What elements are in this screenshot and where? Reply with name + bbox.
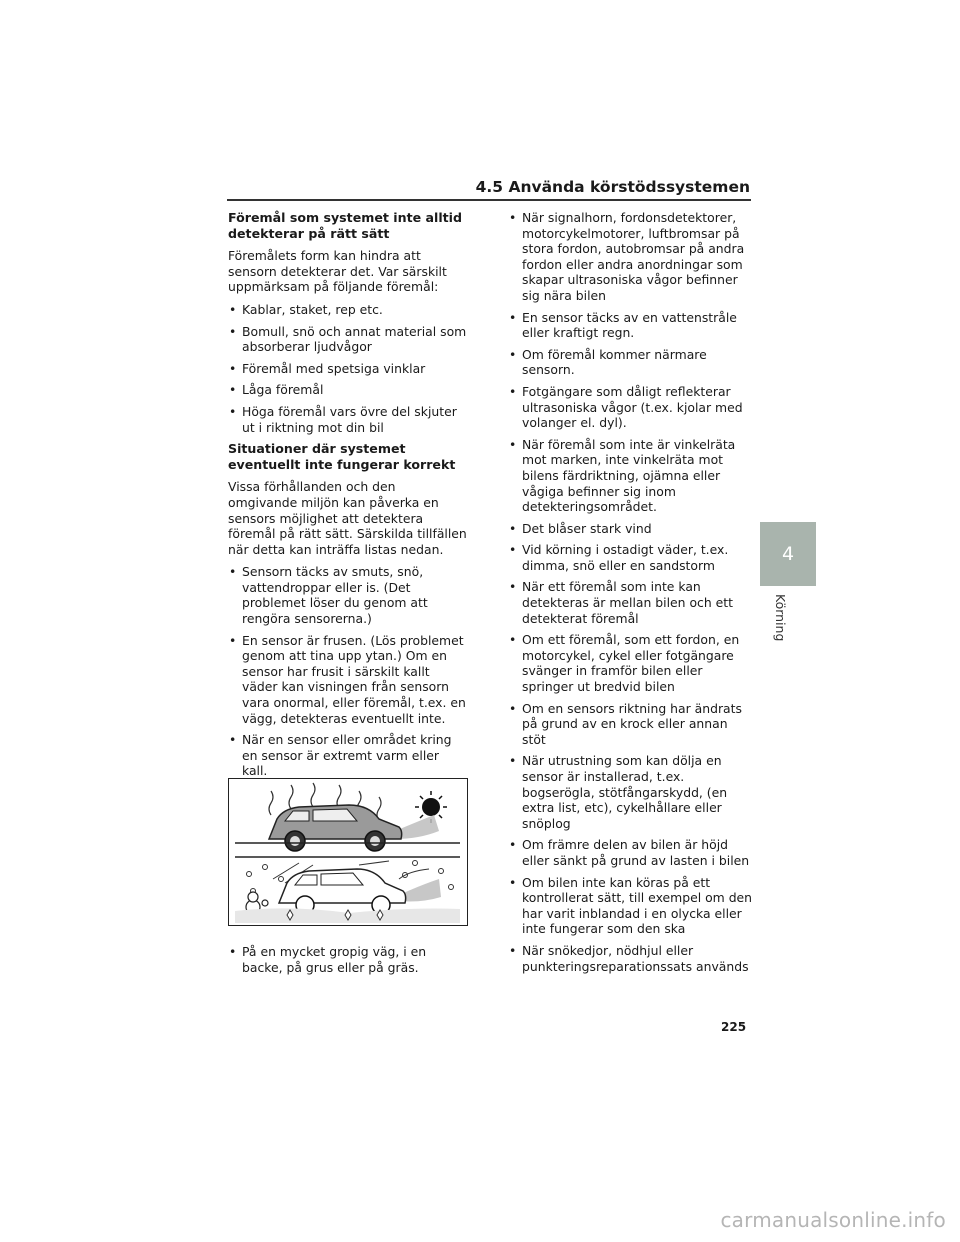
list-item: • En sensor är frusen. (Lös problemet genom att tina upp ytan.) Om en sensor har frusit i särskilt kallt väder kan visningen från sensorn vara onormal, eller föremål, t.ex. en vägg, detekteras eventuellt inte.	[228, 633, 468, 727]
list-item: • Höga föremål vars övre del skjuter ut i riktning mot din bil	[228, 404, 468, 435]
list-item: • När signalhorn, fordonsdetektorer, motorcykelmotorer, luftbromsar på stora fordon, autobromsar på andra fordon eller andra anordningar som skapar ultrasoniska vågor befinner sig nära bilen	[508, 210, 753, 304]
list-item: • Om föremål kommer närmare sensorn.	[508, 347, 753, 378]
right-column	[508, 210, 753, 980]
list-item: • Om ett föremål, som ett fordon, en motorcykel, cykel eller fotgängare svänger in framför bilen eller springer ut bredvid bilen	[508, 632, 753, 694]
watermark: carmanualsonline.info	[720, 1208, 946, 1232]
left-column-bottom	[228, 944, 468, 981]
list-item: • Föremål med spetsiga vinklar	[228, 361, 468, 377]
list-item: • Låga föremål	[228, 382, 468, 398]
chapter-tab	[760, 522, 816, 586]
heading-undetected-objects: Föremål som systemet inte alltid detekterar på rätt sätt	[228, 210, 463, 241]
section-title: 4.5 Använda körstödssystemen	[475, 178, 750, 196]
list-item: • På en mycket gropig väg, i en backe, på grus eller på gräs.	[228, 944, 468, 975]
chapter-label: Körning	[773, 594, 788, 642]
chapter-number: 4	[781, 543, 795, 565]
list-item: • Det blåser stark vind	[508, 521, 753, 537]
sensor-illustration	[228, 778, 468, 926]
situations-paragraph: Vissa förhållanden och den omgivande miljön kan påverka en sensors möjlighet att detektera föremål på rätt sätt. Särskilda tillfällen när detta kan inträffa listas nedan.	[228, 479, 467, 557]
heading-situations: Situationer där systemet eventuellt inte fungerar korrekt	[228, 441, 456, 472]
list-item: • När föremål som inte är vinkelräta mot marken, inte vinkelräta mot bilens färdriktning, ojämna eller vågiga befinner sig inom detekteringsområdet.	[508, 437, 753, 515]
condition-list	[508, 210, 753, 974]
list-item: • Sensorn täcks av smuts, snö, vattendroppar eller is. (Det problemet löser du genom att rengöra sensorerna.)	[228, 564, 468, 626]
list-item: • Bomull, snö och annat material som absorberar ljudvågor	[228, 324, 468, 355]
list-item: • När snökedjor, nödhjul eller punkteringsreparationssats används	[508, 943, 753, 974]
list-item: • När utrustning som kan dölja en sensor är installerad, t.ex. bogserögla, stötfångarskydd, (en extra list, etc), cykelhållare eller snöplog	[508, 753, 753, 831]
left-column	[228, 210, 468, 785]
car-top-icon	[269, 805, 402, 851]
list-item: • Om främre delen av bilen är höjd eller sänkt på grund av lasten i bilen	[508, 837, 753, 868]
car-bottom-icon	[279, 869, 406, 914]
list-item: • Om en sensors riktning har ändrats på grund av en krock eller annan stöt	[508, 701, 753, 748]
list-item: • När ett föremål som inte kan detekteras är mellan bilen och ett detekterat föremål	[508, 579, 753, 626]
intro-paragraph: Föremålets form kan hindra att sensorn detekterar det. Var särskilt uppmärksam på följande föremål:	[228, 248, 447, 295]
list-item: • Kablar, staket, rep etc.	[228, 302, 468, 318]
terrain-list	[228, 944, 468, 975]
list-item: • Vid körning i ostadigt väder, t.ex. dimma, snö eller en sandstorm	[508, 542, 753, 573]
car-sensor-conditions-illustration	[229, 779, 466, 924]
list-item: • En sensor täcks av en vattenstråle eller kraftigt regn.	[508, 310, 753, 341]
header-divider	[227, 199, 751, 201]
list-item: • Om bilen inte kan köras på ett kontrollerat sätt, till exempel om den har varit inblandad i en olycka eller inte fungerar som den ska	[508, 875, 753, 937]
list-item: • Fotgängare som dåligt reflekterar ultrasoniska vågor (t.ex. kjolar med volanger el. dyl).	[508, 384, 753, 431]
object-list	[228, 302, 468, 435]
page-number: 225	[721, 1020, 747, 1034]
situation-list	[228, 564, 468, 779]
list-item: • När en sensor eller området kring en sensor är extremt varm eller kall.	[228, 732, 468, 779]
